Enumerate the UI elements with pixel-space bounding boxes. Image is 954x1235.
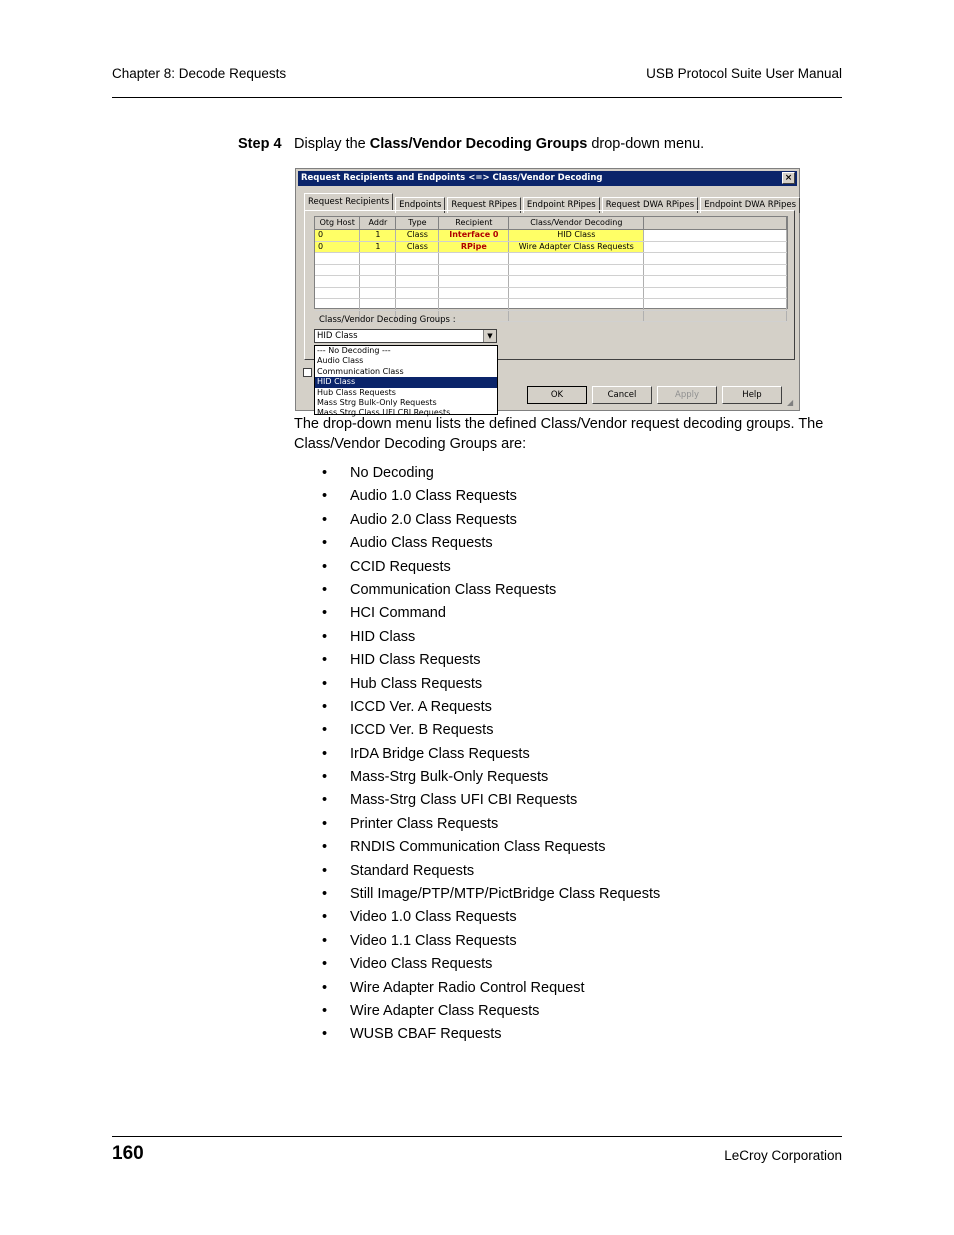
list-item-label: CCID Requests bbox=[350, 558, 451, 575]
list-item-label: Communication Class Requests bbox=[350, 581, 557, 598]
cell: 0 bbox=[315, 230, 360, 242]
dropdown-item[interactable]: Mass Strg Bulk-Only Requests bbox=[317, 398, 437, 408]
list-item bbox=[322, 884, 660, 907]
dialog-title: Request Recipients and Endpoints <=> Class/Vendor Decoding bbox=[301, 173, 603, 183]
decoding-groups-label: Class/Vendor Decoding Groups : bbox=[319, 315, 456, 325]
list-item bbox=[322, 720, 660, 743]
bullet-icon: • bbox=[322, 979, 328, 996]
list-item-label: HID Class Requests bbox=[350, 652, 481, 669]
list-item bbox=[322, 1001, 660, 1024]
close-button[interactable]: × bbox=[782, 172, 795, 184]
bullet-icon: • bbox=[322, 698, 328, 715]
list-item-label: IrDA Bridge Class Requests bbox=[350, 745, 530, 762]
running-header-chapter: Chapter 8: Decode Requests bbox=[112, 66, 287, 81]
tab-request-rpipes[interactable]: Request RPipes bbox=[447, 197, 521, 213]
cell bbox=[644, 230, 787, 242]
bullet-icon: • bbox=[322, 675, 328, 692]
apply-button[interactable]: Apply bbox=[657, 386, 717, 404]
list-item-label: Still Image/PTP/MTP/PictBridge Class Requests bbox=[350, 886, 661, 903]
dropdown-item-selected[interactable]: HID Class bbox=[315, 377, 497, 387]
col-otg-host[interactable]: Otg Host bbox=[315, 217, 360, 230]
list-item-label: Video Class Requests bbox=[350, 956, 493, 973]
list-item bbox=[322, 1024, 660, 1047]
list-item-label: Audio 1.0 Class Requests bbox=[350, 488, 517, 505]
list-item-label: Wire Adapter Class Requests bbox=[350, 1002, 540, 1019]
col-recipient[interactable]: Recipient bbox=[439, 217, 509, 230]
table-row bbox=[315, 276, 787, 288]
recipients-grid bbox=[314, 216, 788, 309]
list-item-label: HID Class bbox=[350, 628, 416, 645]
list-item bbox=[322, 533, 660, 556]
list-item bbox=[322, 861, 660, 884]
bullet-icon: • bbox=[322, 605, 328, 622]
cell: Interface 0 bbox=[439, 230, 509, 242]
ok-button[interactable]: OK bbox=[527, 386, 587, 404]
cell: Class bbox=[396, 230, 439, 242]
bullet-icon: • bbox=[322, 815, 328, 832]
list-item-label: No Decoding bbox=[350, 465, 434, 481]
step-text-before: Display the bbox=[294, 136, 370, 152]
bullet-icon: • bbox=[322, 652, 328, 669]
dropdown-item[interactable]: --- No Decoding --- bbox=[317, 346, 391, 355]
list-item-label: Standard Requests bbox=[350, 862, 475, 879]
list-item bbox=[322, 674, 660, 697]
bullet-icon: • bbox=[322, 581, 328, 598]
bullet-icon: • bbox=[322, 886, 328, 903]
list-item bbox=[322, 744, 660, 767]
list-item-label: HCI Command bbox=[350, 605, 446, 622]
cell: RPipe bbox=[439, 241, 509, 253]
body-paragraph: The drop-down menu lists the defined Class/Vendor request decoding groups. The Class/Vendor Decoding Groups are: bbox=[294, 416, 824, 452]
tab-endpoint-dwa-rpipes[interactable]: Endpoint DWA RPipes bbox=[700, 197, 800, 213]
help-button[interactable]: Help bbox=[722, 386, 782, 404]
list-item-label: ICCD Ver. B Requests bbox=[350, 722, 494, 739]
tab-request-recipients[interactable]: Request Recipients bbox=[304, 193, 393, 211]
list-item bbox=[322, 767, 660, 790]
list-item bbox=[322, 510, 660, 533]
tab-endpoint-rpipes[interactable]: Endpoint RPipes bbox=[523, 197, 600, 213]
decoding-dialog bbox=[295, 168, 800, 418]
list-item bbox=[322, 790, 660, 813]
footer-rule bbox=[112, 1136, 842, 1137]
table-row bbox=[315, 299, 787, 311]
resize-grip-icon[interactable]: ◢ bbox=[787, 398, 794, 407]
list-item-label: Mass-Strg Bulk-Only Requests bbox=[350, 769, 549, 786]
dialog-tabs bbox=[304, 193, 802, 210]
list-item-label: WUSB CBAF Requests bbox=[350, 1026, 502, 1043]
list-item bbox=[322, 814, 660, 837]
table-row bbox=[315, 253, 787, 265]
dropdown-item[interactable]: Mass Strg Class UFI CBI Requests bbox=[317, 408, 451, 418]
table-row bbox=[315, 287, 787, 299]
list-item-label: Audio Class Requests bbox=[350, 535, 493, 552]
cell: HID Class bbox=[509, 230, 644, 242]
bullet-icon: • bbox=[322, 511, 328, 528]
list-item bbox=[322, 907, 660, 930]
step-text-bold: Class/Vendor Decoding Groups bbox=[369, 136, 588, 152]
list-item bbox=[322, 580, 660, 603]
dialog-titlebar bbox=[298, 171, 797, 186]
step-label: Step 4 bbox=[238, 136, 282, 152]
bullet-icon: • bbox=[322, 862, 328, 879]
list-item-label: ICCD Ver. A Requests bbox=[350, 698, 492, 715]
combo-value: HID Class bbox=[317, 331, 358, 341]
list-item bbox=[322, 954, 660, 977]
page-number: 160 bbox=[112, 1143, 144, 1164]
list-item-label: Video 1.0 Class Requests bbox=[350, 909, 517, 926]
dropdown-item[interactable]: Audio Class bbox=[317, 356, 364, 366]
list-item-label: RNDIS Communication Class Requests bbox=[350, 839, 606, 856]
options-checkbox[interactable] bbox=[303, 368, 312, 377]
table-row[interactable] bbox=[315, 241, 787, 253]
running-header-manual: USB Protocol Suite User Manual bbox=[646, 66, 842, 81]
col-addr[interactable]: Addr bbox=[360, 217, 396, 230]
step-instruction bbox=[238, 136, 704, 152]
list-item-label: Wire Adapter Radio Control Request bbox=[350, 979, 585, 996]
decoding-groups-select[interactable] bbox=[314, 329, 497, 343]
bullet-icon: • bbox=[322, 956, 328, 973]
bullet-icon: • bbox=[322, 745, 328, 762]
tab-endpoints[interactable]: Endpoints bbox=[395, 197, 445, 213]
cell: 0 bbox=[315, 241, 360, 253]
cancel-button[interactable]: Cancel bbox=[592, 386, 652, 404]
tab-request-dwa-rpipes[interactable]: Request DWA RPipes bbox=[602, 197, 699, 213]
list-item bbox=[322, 978, 660, 1001]
decoding-groups-dropdown bbox=[314, 345, 498, 418]
bullet-icon: • bbox=[322, 909, 328, 926]
cell: 1 bbox=[360, 241, 396, 253]
col-type[interactable]: Type bbox=[396, 217, 439, 230]
table-row[interactable] bbox=[315, 230, 787, 242]
list-item-label: Audio 2.0 Class Requests bbox=[350, 511, 517, 528]
bullet-icon: • bbox=[322, 488, 328, 505]
list-item bbox=[322, 697, 660, 720]
cell: Wire Adapter Class Requests bbox=[509, 241, 644, 253]
table-row bbox=[315, 264, 787, 276]
cell bbox=[644, 241, 787, 253]
bullet-icon: • bbox=[322, 1002, 328, 1019]
decoding-groups-list bbox=[322, 463, 660, 1048]
step-text-after: drop-down menu. bbox=[587, 136, 705, 152]
cell: Class bbox=[396, 241, 439, 253]
list-item-label: Video 1.1 Class Requests bbox=[350, 932, 517, 949]
col-empty bbox=[644, 217, 787, 230]
bullet-icon: • bbox=[322, 558, 328, 575]
grid-header bbox=[315, 217, 787, 230]
list-item bbox=[322, 931, 660, 954]
list-item-label: Hub Class Requests bbox=[350, 675, 483, 692]
bullet-icon: • bbox=[322, 1026, 328, 1043]
list-item bbox=[322, 603, 660, 626]
bullet-icon: • bbox=[322, 722, 328, 739]
col-decoding[interactable]: Class/Vendor Decoding bbox=[509, 217, 644, 230]
list-item bbox=[322, 557, 660, 580]
bullet-icon: • bbox=[322, 628, 328, 645]
header-rule bbox=[112, 97, 842, 98]
list-item bbox=[322, 486, 660, 509]
bullet-icon: • bbox=[322, 792, 328, 809]
dropdown-item[interactable]: Communication Class bbox=[317, 366, 404, 376]
dropdown-item[interactable]: Hub Class Requests bbox=[317, 387, 396, 397]
list-item bbox=[322, 463, 660, 486]
list-item bbox=[322, 650, 660, 673]
footer-company: LeCroy Corporation bbox=[724, 1148, 842, 1163]
cell: 1 bbox=[360, 230, 396, 242]
bullet-icon: • bbox=[322, 932, 328, 949]
bullet-icon: • bbox=[322, 839, 328, 856]
bullet-icon: • bbox=[322, 535, 328, 552]
bullet-icon: • bbox=[322, 465, 328, 481]
list-item bbox=[322, 627, 660, 650]
list-item-label: Printer Class Requests bbox=[350, 815, 499, 832]
list-item-label: Mass-Strg Class UFI CBI Requests bbox=[350, 792, 578, 809]
bullet-icon: • bbox=[322, 769, 328, 786]
chevron-down-icon[interactable]: ▼ bbox=[483, 330, 496, 342]
list-item bbox=[322, 837, 660, 860]
